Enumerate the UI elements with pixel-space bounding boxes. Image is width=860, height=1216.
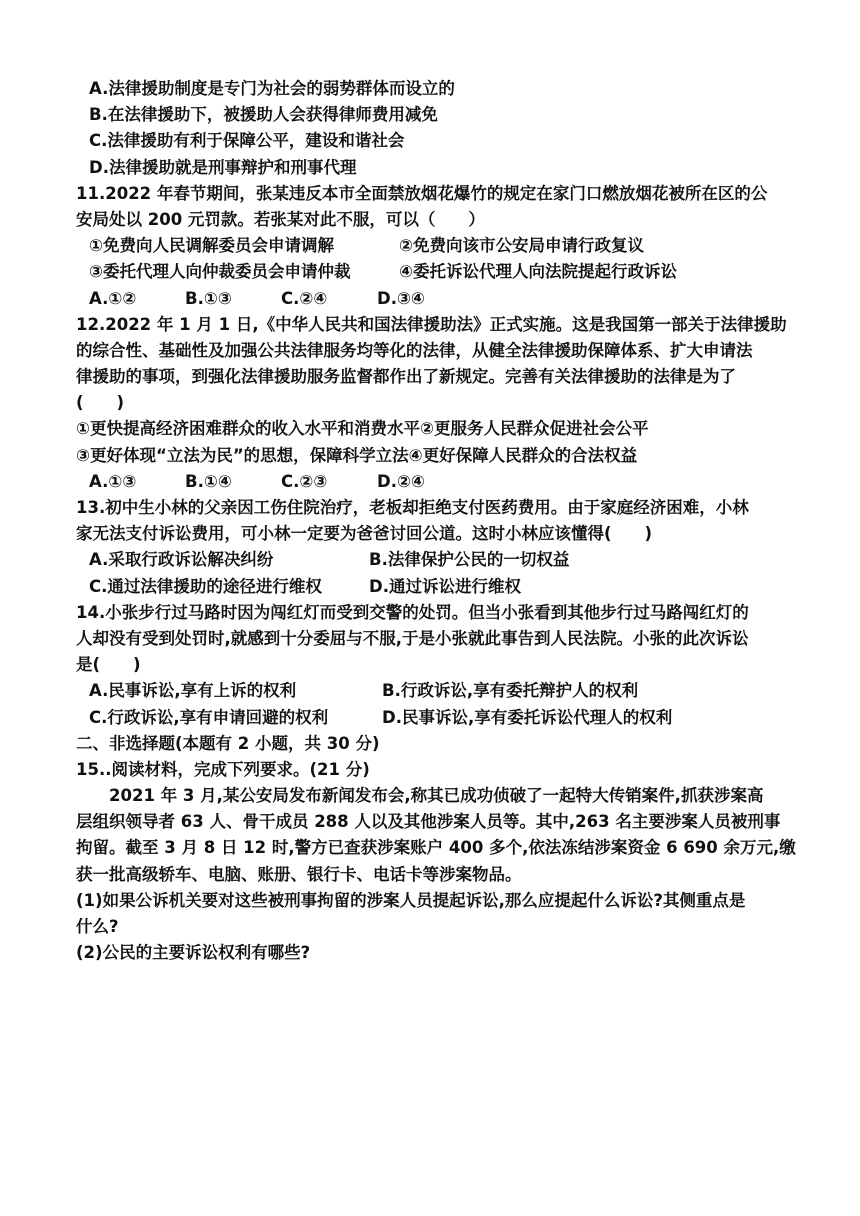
q10-option-b: B.在法律援助下，被援助人会获得律师费用减免 — [89, 105, 438, 125]
q15-subquestion-1: (1)如果公诉机关要对这些被刑事拘留的涉案人员提起诉讼,那么应提起什么诉讼?其侧重点是 — [76, 890, 746, 910]
q15-material-line: 2021 年 3 月,某公安局发布新闻发布会,称其已成功侦破了一起特大传销案件,抓获涉案高 — [109, 786, 764, 806]
q14-options-row — [76, 678, 796, 704]
q10-option-a: A.法律援助制度是专门为社会的弱势群体而设立的 — [89, 79, 455, 98]
exam-page — [76, 76, 796, 966]
q15-material-line: 层组织领导者 63 人、骨干成员 288 人以及其他涉案人员等。其中,263 名主要涉案人员被刑事 — [76, 812, 781, 832]
q13-option-c: C.通过法律援助的途径进行维权 — [89, 576, 322, 596]
section-heading: 二、非选择题(本题有 2 小题，共 30 分) — [76, 733, 380, 753]
q11-choices — [76, 286, 796, 312]
q11-items-row — [76, 259, 796, 285]
q11-choice-c: C.②④ — [281, 288, 328, 308]
q12-choice-a: A.①③ — [89, 471, 137, 491]
q14-options-row — [76, 705, 796, 731]
question-14 — [76, 600, 796, 731]
q11-choice-a: A.①② — [89, 288, 137, 308]
q13-options-row — [76, 574, 796, 600]
q11-item-3: ③委托代理人向仲裁委员会申请仲裁 — [89, 262, 351, 282]
q14-stem-line: 14.小张步行过马路时因为闯红灯而受到交警的处罚。但当小张看到其他步行过马路闯红灯的 — [76, 602, 749, 622]
q11-item-1: ①免费向人民调解委员会申请调解 — [89, 236, 334, 256]
q13-option-a: A.采取行政诉讼解决纠纷 — [89, 550, 274, 570]
q12-stem-line: 的综合性、基础性及加强公共法律服务均等化的法律，从健全法律援助保障体系、扩大申请法 — [76, 340, 753, 360]
q14-stem-line: 人却没有受到处罚时,就感到十分委屈与不服,于是小张就此事告到人民法院。小张的此次诉讼 — [76, 628, 749, 648]
q10-option-c: C.法律援助有利于保障公平，建设和谐社会 — [89, 131, 405, 151]
q13-stem-line: 13.初中生小林的父亲因工伤住院治疗，老板却拒绝支付医药费用。由于家庭经济困难，小林 — [76, 498, 749, 517]
q14-option-d: D.民事诉讼,享有委托诉讼代理人的权利 — [382, 707, 673, 727]
q13-option-d: D.通过诉讼进行维权 — [369, 576, 521, 596]
q12-choice-c: C.②③ — [281, 471, 328, 491]
q15-title: 15..阅读材料，完成下列要求。(21 分) — [76, 759, 370, 779]
q10-options — [76, 76, 796, 181]
q11-item-4: ④委托诉讼代理人向法院提起行政诉讼 — [399, 262, 677, 282]
q15-material-line: 拘留。截至 3 月 8 日 12 时,警方已查获涉案账户 400 多个,依法冻结涉案资金 6 690 余万元,缴 — [76, 838, 796, 858]
q14-stem-line: 是( ) — [76, 655, 141, 675]
question-12 — [76, 312, 796, 495]
q12-item-line: ③更好体现“立法为民”的思想，保障科学立法④更好保障人民群众的合法权益 — [76, 445, 638, 465]
question-15 — [76, 757, 796, 967]
q14-option-b: B.行政诉讼,享有委托辩护人的权利 — [382, 681, 639, 701]
q12-choice-d: D.②④ — [377, 471, 425, 491]
question-13 — [76, 495, 796, 600]
q11-item-2: ②免费向该市公安局申请行政复议 — [399, 236, 644, 256]
q12-stem-line: 律援助的事项，到强化法律援助服务监督都作出了新规定。完善有关法律援助的法律是为了 — [76, 367, 736, 387]
q11-stem-line: 11.2022 年春节期间，张某违反本市全面禁放烟花爆竹的规定在家门口燃放烟花被所在区的公 — [76, 183, 768, 203]
q11-choice-b: B.①③ — [185, 288, 232, 308]
q12-choices — [76, 469, 796, 495]
q14-option-c: C.行政诉讼,享有申请回避的权利 — [89, 707, 329, 727]
q13-stem-line: 家无法支付诉讼费用，可小林一定要为爸爸讨回公道。这时小林应该懂得( ) — [76, 524, 653, 544]
q11-stem-line: 安局处以 200 元罚款。若张某对此不服，可以（ ） — [76, 209, 485, 229]
q12-choice-b: B.①④ — [185, 471, 232, 491]
q10-option-d: D.法律援助就是刑事辩护和刑事代理 — [89, 157, 357, 177]
q15-material-line: 获一批高级轿车、电脑、账册、银行卡、电话卡等涉案物品。 — [76, 864, 522, 884]
question-11 — [76, 181, 796, 312]
q14-option-a: A.民事诉讼,享有上诉的权利 — [89, 681, 297, 701]
q13-options-row — [76, 547, 796, 573]
q15-subquestion-1-cont: 什么? — [76, 917, 119, 936]
q11-choice-d: D.③④ — [377, 288, 425, 308]
q12-stem-line: ( ) — [76, 393, 125, 413]
q15-subquestion-2: (2)公民的主要诉讼权利有哪些? — [76, 943, 311, 963]
q11-items-row — [76, 233, 796, 259]
q12-stem-line: 12.2022 年 1 月 1 日,《中华人民共和国法律援助法》正式实施。这是我国第一部关于法律援助 — [76, 314, 787, 334]
q12-item-line: ①更快提高经济困难群众的收入水平和消费水平②更服务人民群众促进社会公平 — [76, 419, 649, 439]
q13-option-b: B.法律保护公民的一切权益 — [369, 550, 570, 570]
